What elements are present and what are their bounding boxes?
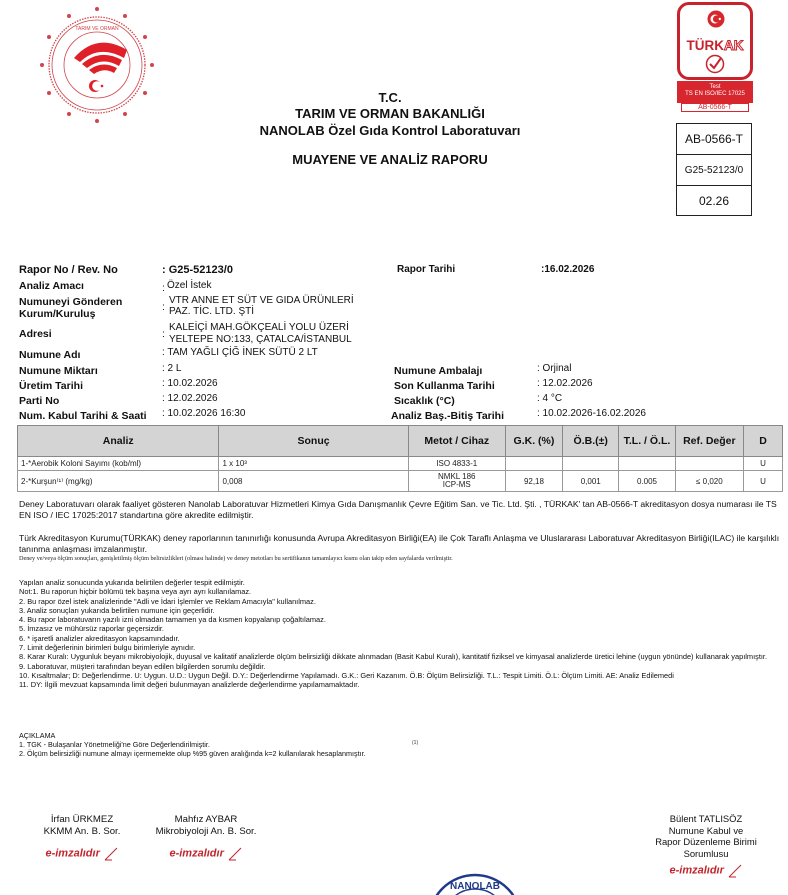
table-row xyxy=(18,471,783,492)
turkak-logo xyxy=(677,2,753,112)
cell-sonuc: 0,008 xyxy=(219,471,408,492)
ministry-seal-icon xyxy=(34,2,160,128)
kabul-label: Num. Kabul Tarihi & Saati xyxy=(19,410,147,422)
turkak-logo-frame xyxy=(677,2,753,80)
esign-text: e-imzalıdır xyxy=(45,847,100,860)
table-header-row xyxy=(18,426,783,457)
gonderen-value-2: PAZ. TİC. LTD. ŞTİ xyxy=(169,306,255,317)
seal-text: TARIM VE ORMAN xyxy=(75,26,119,32)
signer-title: Numune Kabul ve xyxy=(668,824,744,836)
accreditation-box xyxy=(676,123,752,216)
aciklama-title: AÇIKLAMA xyxy=(19,731,56,740)
note-item: 6. * işaretli analizler akreditasyon kapsamındadır. xyxy=(19,633,180,643)
cell-ref: ≤ 0,020 xyxy=(675,471,744,492)
header-tc: T.C. xyxy=(378,90,402,105)
note-item: 2. Bu rapor özel istek analizlerinde "Adli ve İdari İşlemler ve Reklam Amacıyla" kullanılmaz. xyxy=(19,596,316,606)
cell-tl xyxy=(619,457,675,471)
uretim-tarihi-label: Üretim Tarihi xyxy=(19,380,83,392)
signer-name: İrfan ÜRKMEZ xyxy=(50,814,114,825)
cell-metot-line2: ICP-MS xyxy=(442,480,471,489)
turkak-band xyxy=(677,81,753,103)
kabul-value: : 10.02.2026 16:30 xyxy=(162,408,246,419)
sicaklik-label: Sıcaklık (°C) xyxy=(394,395,455,407)
analiz-amaci-colon: : xyxy=(162,282,165,294)
header-ministry: TARIM VE ORMAN BAKANLIĞI xyxy=(295,106,485,121)
parti-no-label: Parti No xyxy=(19,395,60,407)
signer-title: Sorumlusu xyxy=(683,847,729,859)
note-item: 7. Limit değerlerinin birimleri bulgu birimleriyle aynıdır. xyxy=(19,643,196,653)
turkak-code: AB-0566-T xyxy=(681,103,749,112)
note-item: 4. Bu rapor laboratuvarın yazılı izni olmadan tamamen ya da kısmen kopyalanıp çoğaltılamaz. xyxy=(19,615,326,625)
col-header-analiz: Analiz xyxy=(18,426,219,457)
rapor-no-label: Rapor No / Rev. No xyxy=(19,264,118,276)
cell-metot xyxy=(408,471,505,492)
analiz-amaci-value: Özel İstek xyxy=(167,280,212,291)
analiz-amaci-label: Analiz Amacı xyxy=(19,280,84,292)
cell-metot-line1: NMKL 186 xyxy=(438,472,476,481)
rapor-tarihi-label: Rapor Tarihi xyxy=(397,264,456,275)
gonderen-value-1: VTR ANNE ET SÜT VE GIDA ÜRÜNLERİ xyxy=(169,295,354,306)
col-header-ob: Ö.B.(±) xyxy=(563,426,619,457)
col-header-d: D xyxy=(744,426,783,457)
accreditation-code: AB-0566-T xyxy=(677,124,751,155)
ministry-seal-logo xyxy=(34,2,160,128)
notes-list xyxy=(19,578,784,690)
sicaklik-value: : 4 °C xyxy=(537,393,563,404)
pen-feather-icon xyxy=(103,846,119,862)
note-item: 5. İmzasız ve mühürsüz raporlar geçersizdir. xyxy=(19,624,164,634)
rapor-tarihi-value: :16.02.2026 xyxy=(541,264,595,275)
table-row xyxy=(18,457,783,471)
numune-miktari-label: Numune Miktarı xyxy=(19,365,98,377)
cell-gk: 92,18 xyxy=(505,471,562,492)
analiz-tarih-value: : 10.02.2026-16.02.2026 xyxy=(537,408,646,419)
signer-name: Mahfız AYBAR xyxy=(174,814,238,825)
note-item: 10. Kısaltmalar; D: Değerlendirme. U: Uygun. U.D.: Uygun Değil. D.Y.: Değerlendirme Yapılamadı. G.K.: Geri Kazanım. Ö.B: Ölçüm Belirsizliği. T.L.: Tespit Limiti. Ö.L: Ölçüm Limiti. AE: Analiz Edilemedi xyxy=(19,670,674,680)
parti-no-value: : 12.02.2026 xyxy=(162,393,218,404)
numune-adi-label: Numune Adı xyxy=(19,349,81,361)
skt-label: Son Kullanma Tarihi xyxy=(394,380,495,392)
cell-sonuc: 1 x 10³ xyxy=(219,457,408,471)
header-lab-name: NANOLAB Özel Gıda Kontrol Laboratuvarı xyxy=(259,123,521,138)
crescent-star-icon xyxy=(707,10,725,28)
rapor-no-value: : G25-52123/0 xyxy=(162,264,233,276)
signer-name: Bülent TATLISÖZ xyxy=(669,813,743,824)
signer-title: KKMM An. B. Sor. xyxy=(43,826,121,837)
accreditation-date: 02.26 xyxy=(698,193,730,208)
cell-tl: 0.005 xyxy=(619,471,675,492)
esign-badge xyxy=(136,846,276,862)
cell-metot: ISO 4833-1 xyxy=(408,457,505,471)
ambalaj-value: : Orjinal xyxy=(537,363,572,374)
note-item: 8. Karar Kuralı: Uygunluk beyanı mikrobiyolojik, duyusal ve kalitatif analizlerde ölçüm belirsizliği dikkate alınmadan (Basit Kabul Kuralı), kantitatif fiziksel ve kimyasal analizlerde üretici lehine (uygun yönünde) kullanarak yapılmıştır. xyxy=(19,652,768,662)
analiz-tarih-label: Analiz Baş.-Bitiş Tarihi xyxy=(391,410,504,422)
aciklama-item: 1. TGK - Bulaşanlar Yönetmeliği'ne Göre Değerlendirilmiştir. xyxy=(19,740,210,749)
signature-block-2 xyxy=(136,814,276,862)
signer-title: Mikrobiyoloji An. B. Sor. xyxy=(155,826,257,837)
cell-ob: 0,001 xyxy=(563,471,619,492)
cell-gk xyxy=(505,457,562,471)
adres-value-2: YELTEPE NO:133, ÇATALCA/İSTANBUL xyxy=(169,334,352,345)
pen-feather-icon xyxy=(227,846,243,862)
pen-feather-icon xyxy=(727,863,743,879)
results-table xyxy=(17,425,783,492)
gonderen-colon: : xyxy=(162,301,165,313)
cell-d: U xyxy=(744,471,783,492)
gonderen-label-1: Numuneyi Gönderen xyxy=(19,296,123,308)
ambalaj-label: Numune Ambalajı xyxy=(394,365,483,377)
signature-block-3 xyxy=(636,813,776,879)
col-header-sonuc: Sonuç xyxy=(219,426,408,457)
results-footnote: Deney ve/veya ölçüm sonuçları, genişletilmiş ölçüm belirsizlikleri (olması halinde) ve deney metotları bu sertifikanın tamamlayıcı kısmı olan takip eden sayfalarda verilmiştir. xyxy=(19,555,453,562)
stamp-icon xyxy=(420,871,530,895)
turkak-wordmark: TÜRKAK xyxy=(686,38,744,53)
note-item: 3. Analiz sonuçları yukarıda belirtilen numune için geçerlidir. xyxy=(19,605,215,615)
aciklama-section xyxy=(19,731,519,758)
esign-badge xyxy=(636,863,776,879)
numune-adi-value: : TAM YAĞLI ÇİĞ İNEK SÜTÜ 2 LT xyxy=(162,347,318,358)
uretim-tarihi-value: : 10.02.2026 xyxy=(162,378,218,389)
skt-value: : 12.02.2026 xyxy=(537,378,593,389)
cell-analiz: 1-*Aerobik Koloni Sayımı (kob/ml) xyxy=(18,457,219,471)
note-item: Not:1. Bu raporun hiçbir bölümü tek başına veya ayrı ayrı kullanılamaz. xyxy=(19,587,252,597)
note-item: 11. DY: İlgili mevzuat kapsamında limit değeri bulunmayan analizlerde değerlendirme yapılamamaktadır. xyxy=(19,680,360,690)
adres-colon: : xyxy=(162,328,165,340)
col-header-tl: T.L. / Ö.L. xyxy=(619,426,675,457)
esign-badge xyxy=(22,846,142,862)
note-item: 9. Laboratuvar, müşteri tarafından beyan edilen bilgilerden sorumlu değildir. xyxy=(19,661,266,671)
numune-miktari-value: : 2 L xyxy=(162,363,182,374)
col-header-ref: Ref. Değer xyxy=(675,426,744,457)
note-item: Yapılan analiz sonucunda yukarıda belirtilen değerler tespit edilmiştir. xyxy=(19,578,245,587)
cell-ref xyxy=(675,457,744,471)
esign-text: e-imzalıdır xyxy=(669,864,724,877)
aciklama-item: 2. Ölçüm belirsizliği numune almayı içermemekte olup %95 güven aralığında k=2 kullanılarak hesaplanmıştır. xyxy=(19,749,366,758)
col-header-metot: Metot / Cihaz xyxy=(408,426,505,457)
report-title: MUAYENE VE ANALİZ RAPORU xyxy=(292,152,488,167)
col-header-gk: G.K. (%) xyxy=(505,426,562,457)
adres-label: Adresi xyxy=(19,328,52,340)
nanolab-stamp xyxy=(420,871,530,895)
cell-d: U xyxy=(744,457,783,471)
accreditation-paragraph: Deney Laboratuvarı olarak faaliyet gösteren Nanolab Laboratuvar Hizmetleri Kimya Gıda Danışmanlık Çevre Eğitim San. ve Tic. Ltd. Şti. , TÜRKAK' tan AB-0566-T akreditasyon dosya numarası ile TS EN ISO / IEC 17025:2017 standartına göre akredite edilmiştir. xyxy=(19,499,777,520)
turkak-recognition-paragraph: Türk Akreditasyon Kurumu(TÜRKAK) deney raporlarının tanınırlığı konusunda Avrupa Akreditasyon Birliği(EA) ile Çok Taraflı Anlaşma ve Uluslararası Laboratuvar Akreditasyon Birliği(ILAC) ile karşılıklı tanınma anlaşması imzalanmıştır. xyxy=(19,533,780,554)
gonderen-label-2: Kurum/Kuruluş xyxy=(19,308,96,320)
accreditation-report-no: G25-52123/0 xyxy=(677,155,751,186)
esign-text: e-imzalıdır xyxy=(169,847,224,860)
adres-value-1: KALEİÇİ MAH.GÖKÇEALİ YOLU ÜZERİ xyxy=(169,322,349,333)
signature-block-1 xyxy=(22,814,142,862)
checkmark-circle-icon xyxy=(705,54,725,74)
turkak-band-line2: TS EN ISO/IEC 17025 xyxy=(685,91,745,97)
signer-title: Rapor Düzenleme Birimi xyxy=(655,836,757,847)
cell-ob xyxy=(563,457,619,471)
cell-analiz: 2-*Kurşun⁽¹⁾ (mg/kg) xyxy=(18,471,219,492)
aciklama-marker: (1) xyxy=(412,740,419,746)
stamp-text: NANOLAB xyxy=(450,881,500,892)
turkak-band-line1: Test xyxy=(709,84,721,90)
